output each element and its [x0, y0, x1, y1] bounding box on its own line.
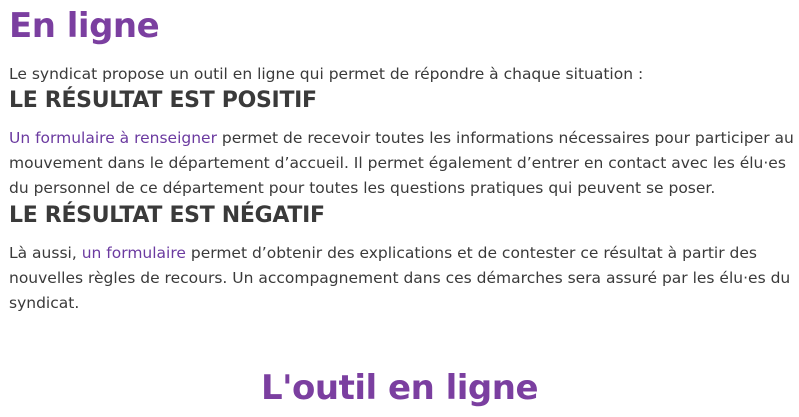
form-link-negative[interactable]: un formulaire: [81, 244, 186, 262]
footer-title: L'outil en ligne: [260, 368, 539, 408]
negative-paragraph: [9, 241, 794, 316]
negative-text-before: Là aussi,: [9, 244, 82, 262]
negative-heading: LE RÉSULTAT EST NÉGATIF: [9, 203, 325, 228]
form-link-positive[interactable]: Un formulaire à renseigner: [9, 129, 217, 147]
positive-text: permet de recevoir toutes les informations nécessaires pour participer au mouvement dans le département d’accueil. Il permet également d’entrer en contact avec les élu·es du personnel de ce département pour toutes les questions pratiques qui peuvent se poser.: [9, 129, 794, 197]
negative-text-after: permet d’obtenir des explications et de contester ce résultat à partir des nouvelles règles de recours. Un accompagnement dans ces démarches sera assuré par les élu·es du syndicat.: [9, 244, 791, 312]
positive-paragraph: [9, 126, 794, 201]
positive-heading: LE RÉSULTAT EST POSITIF: [9, 88, 317, 113]
intro-paragraph: Le syndicat propose un outil en ligne qui permet de répondre à chaque situation :: [9, 65, 644, 83]
page-title: En ligne: [9, 6, 160, 46]
